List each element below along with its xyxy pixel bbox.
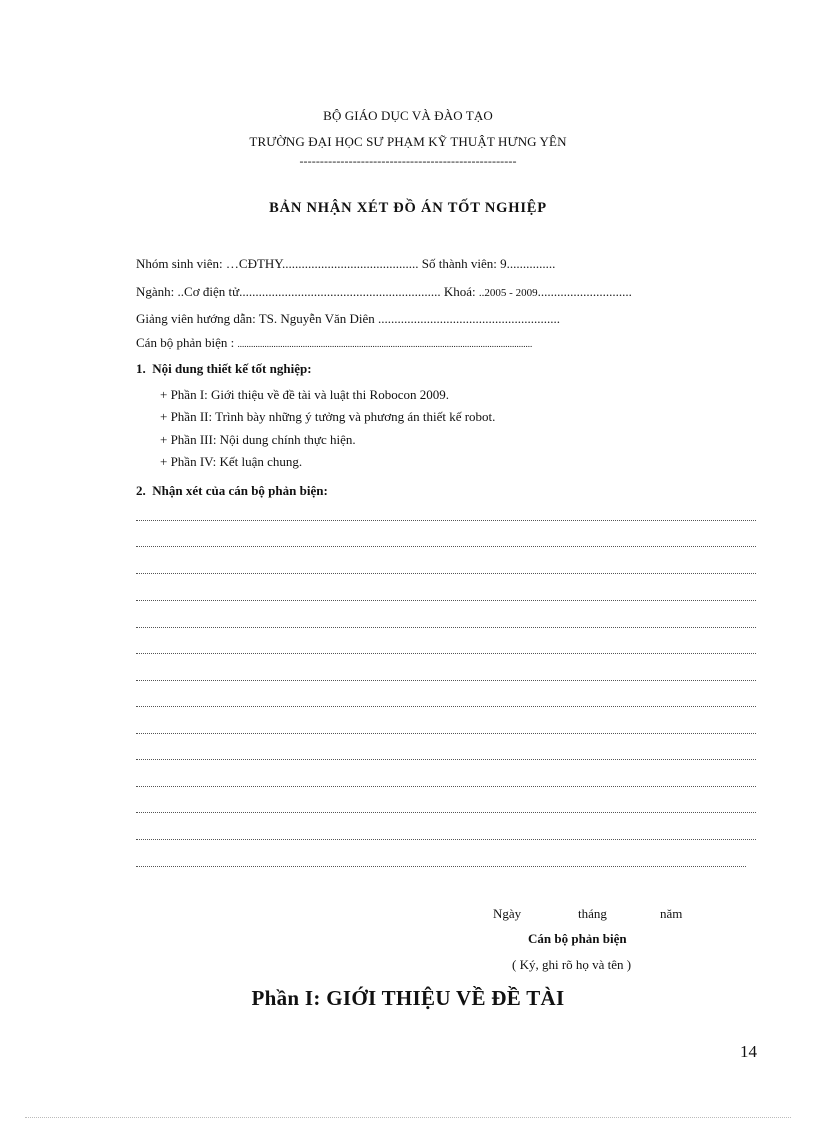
comment-line [136, 600, 756, 601]
comment-line [136, 653, 756, 654]
course-value: ..2005 - 2009 [478, 287, 538, 299]
major-label: Ngành: [136, 284, 175, 299]
members-value: 9 [500, 256, 507, 271]
form-title: BẢN NHẬN XÉT ĐỒ ÁN TỐT NGHIỆP [269, 200, 547, 216]
comment-line [136, 706, 756, 707]
comment-line [136, 573, 756, 574]
date-year: năm [660, 906, 683, 921]
comment-line [136, 680, 756, 681]
ministry-name: BỘ GIÁO DỤC VÀ ĐÀO TẠO [323, 108, 493, 123]
date-month: tháng [578, 906, 607, 921]
section1-item-4: + Phần IV: Kết luận chung. [160, 454, 303, 469]
section2-number: 2. [136, 483, 146, 498]
reviewer-dots: ................................................................................................................................... [237, 339, 533, 349]
page-number: 14 [740, 1042, 757, 1061]
members-label: Số thành viên: [421, 256, 497, 271]
signer-role: Cán bộ phản biện [528, 931, 627, 946]
comment-line [136, 866, 746, 867]
university-name: TRƯỜNG ĐẠI HỌC SƯ PHẠM KỸ THUẬT HƯNG YÊN [249, 134, 567, 149]
advisor-dots: ........................................................ [378, 311, 561, 326]
group-field [136, 256, 555, 272]
section1-heading [136, 361, 312, 377]
advisor-field [136, 311, 560, 327]
header-separator: ----------------------------------------------------- [299, 154, 517, 168]
course-dots: ............................. [537, 284, 632, 299]
comment-line [136, 786, 756, 787]
major-value: ..Cơ điện tử [177, 284, 240, 299]
signature-note: ( Ký, ghi rõ họ và tên ) [512, 957, 632, 972]
course-label: Khoá: [443, 284, 476, 299]
group-label: Nhóm sinh viên: [136, 256, 223, 271]
section1-item-2: + Phần II: Trình bày những ý tưởng và phương án thiết kế robot. [160, 409, 496, 424]
reviewer-field [136, 335, 532, 351]
major-dots: .............................................................. [239, 284, 441, 299]
section1-title: Nội dung thiết kế tốt nghiệp: [152, 361, 312, 376]
section1-number: 1. [136, 361, 146, 376]
section2-heading [136, 483, 328, 499]
comment-line [136, 759, 756, 760]
comment-line [136, 520, 756, 521]
group-value: …CĐTHY [225, 256, 283, 271]
comment-line [136, 839, 756, 840]
comment-line [136, 546, 756, 547]
section2-title: Nhận xét của cán bộ phản biện: [152, 483, 328, 498]
part-heading: Phần I: GIỚI THIỆU VỀ ĐỀ TÀI [251, 986, 565, 1010]
comment-line [136, 733, 756, 734]
group-dots: .......................................... [282, 256, 419, 271]
section1-item-1: + Phần I: Giới thiệu về đề tài và luật thi Robocon 2009. [160, 387, 449, 402]
section1-item-3: + Phần III: Nội dung chính thực hiện. [160, 432, 356, 447]
reviewer-label: Cán bộ phản biện : [136, 335, 235, 350]
advisor-label: Giảng viên hướng dẫn: [136, 311, 256, 326]
major-field [136, 284, 632, 300]
date-day: Ngày [493, 906, 522, 921]
members-dots: ............... [506, 256, 556, 271]
advisor-value: TS. Nguyễn Văn Diên [258, 311, 375, 326]
page-bottom-border [25, 1117, 791, 1118]
comment-line [136, 627, 756, 628]
comment-line [136, 812, 756, 813]
